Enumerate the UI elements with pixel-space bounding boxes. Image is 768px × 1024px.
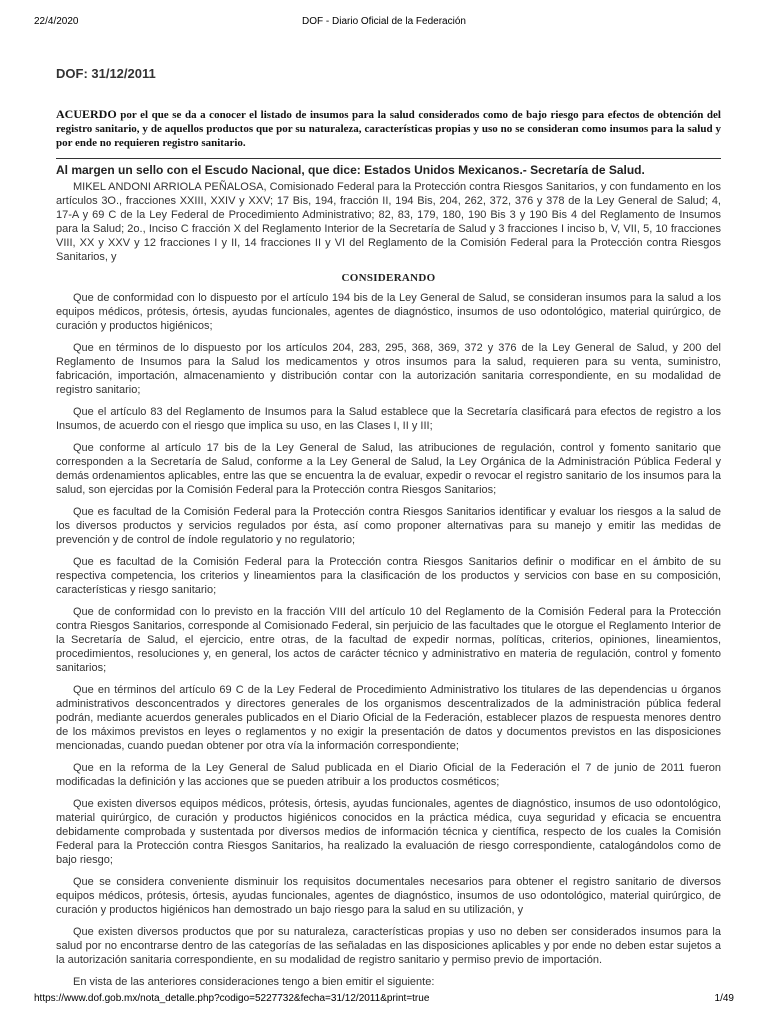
- margin-note: Al margen un sello con el Escudo Nacional, que dice: Estados Unidos Mexicanos.- Secretaría de Salud.: [56, 163, 645, 177]
- acuerdo-text: por el que se da a conocer el listado de insumos para la salud considerados como de bajo riesgo para efectos de obtención del registro sanitario, y de aquellos productos que por su naturaleza, características propias y uso no se consideran como insumos para la salud y por ende no requieren registro sanitario.: [56, 109, 721, 149]
- print-footer: [34, 993, 734, 1007]
- print-date: 22/4/2020: [34, 16, 79, 27]
- print-url: https://www.dof.gob.mx/nota_detalle.php?codigo=5227732&fecha=31/12/2011&print=true: [34, 993, 430, 1004]
- acuerdo-lead: ACUERDO: [56, 107, 117, 121]
- considerando-paragraph: Que en la reforma de la Ley General de Salud publicada en el Diario Oficial de la Federación el 7 de junio de 2011 fueron modificadas la definición y las acciones que se pueden atribuir a los productos cosméticos;: [56, 762, 721, 788]
- considerando-paragraph: Que en términos del artículo 69 C de la Ley Federal de Procedimiento Administrativo los titulares de las dependencias u órganos administrativos desconcentrados y directores generales de los organismos descentralizados de la administración pública federal podrán, mediante acuerdos generales publicados en el Diario Oficial de la Federación, establecer plazos de respuesta menores dentro de los máximos previstos en leyes o reglamentos y no exigir la presentación de datos y documentos previstos en las disposiciones mencionadas, cuando puedan obtener por otra vía la información correspondiente;: [56, 684, 721, 752]
- considerando-paragraph: Que existen diversos equipos médicos, prótesis, órtesis, ayudas funcionales, agentes de diagnóstico, insumos de uso odontológico, material quirúrgico, de curación y productos higiénicos conocidos en la práctica médica, cuya seguridad y eficacia se encuentra debidamente comprobada y sustentada por diversos medios de información técnica y científica, respecto de los cuales la Comisión Federal para la Protección contra Riesgos Sanitarios, ha realizado la evaluación de riesgo correspondiente, catalogándolos como de bajo riesgo;: [56, 798, 721, 866]
- considerando-heading: CONSIDERANDO: [341, 272, 436, 284]
- dof-date: DOF: 31/12/2011: [56, 66, 156, 81]
- title-divider: [56, 158, 721, 159]
- acuerdo-title: [56, 107, 721, 150]
- considerando-paragraph: Que en términos de lo dispuesto por los artículos 204, 283, 295, 368, 369, 372 y 376 de la Ley General de Salud, y 200 del Reglamento de Insumos para la Salud los medicamentos y otros insumos para la salud, requieren para su venta, suministro, fabricación, importación, almacenamiento y distribución contar con la autorización sanitaria correspondiente, en su modalidad de registro sanitario;: [56, 342, 721, 396]
- considerando-paragraph: Que el artículo 83 del Reglamento de Insumos para la Salud establece que la Secretaría clasificará para efectos de registro a los Insumos, de acuerdo con el riesgo que implica su uso, en las Clases I, II y III;: [56, 406, 721, 432]
- considerando-paragraph: Que es facultad de la Comisión Federal para la Protección contra Riesgos Sanitarios identificar y evaluar los riesgos a la salud de los diversos productos y servicios regulados por ésta, así como proponer alternativas para su manejo y emitir las medidas de prevención y de control de índole regulatorio y no regulatorio;: [56, 506, 721, 546]
- considerando-paragraph: Que de conformidad con lo previsto en la fracción VIII del artículo 10 del Reglamento de la Comisión Federal para la Protección contra Riesgos Sanitarios, corresponde al Comisionado Federal, sin perjuicio de las facultades que le otorgue el Reglamento Interior de la Secretaría de Salud, el ejercicio, entre otras, de la facultad de expedir normas, políticas, criterios, opiniones, lineamientos, procedimientos, resoluciones y, en general, los actos de carácter técnico y administrativo en materia de regulación, control y fomento sanitarios;: [56, 606, 721, 674]
- considerando-paragraph: Que se considera conveniente disminuir los requisitos documentales necesarios para obtener el registro sanitario de diversos equipos médicos, prótesis, órtesis, ayudas funcionales, agentes de diagnóstico, insumos de uso odontológico, material quirúrgico, de curación y productos higiénicos han demostrado un bajo riesgo para la salud en su utilización, y: [56, 876, 721, 916]
- considerando-paragraph: Que de conformidad con lo dispuesto por el artículo 194 bis de la Ley General de Salud, se consideran insumos para la salud a los equipos médicos, prótesis, órtesis, ayudas funcionales, agentes de diagnóstico, insumos de uso odontológico, material quirúrgico, de curación y productos higiénicos;: [56, 292, 721, 332]
- intro-paragraph: MIKEL ANDONI ARRIOLA PEÑALOSA, Comisionado Federal para la Protección contra Riesgos Sanitarios, y con fundamento en los artículos 3O., fracciones XXIII, XXIV y XXV; 17 Bis, 194, fracción II, 194 Bis, 204, 262, 372, 376 y 378 de la Ley General de Salud; 4, 17-A y 69 C de la Ley Federal de Procedimiento Administrativo; 82, 83, 179, 180, 190 Bis 3 y 190 Bis 4 del Reglamento de Insumos para la Salud; 2o., Inciso C fracción X del Reglamento Interior de la Secretaría de Salud y 3 fracciones I inciso b, V, VII, 5, 10 fracciones VIII, XX y XXV y 12 fracciones I y II, 14 fracciones II y VI del Reglamento de la Comisión Federal para la Protección contra Riesgos Sanitarios, y: [56, 181, 721, 263]
- considerando-paragraph: Que conforme al artículo 17 bis de la Ley General de Salud, las atribuciones de regulación, control y fomento sanitario que corresponden a la Secretaría de Salud, conforme a la Ley General de Salud, la Ley Orgánica de la Administración Pública Federal y demás ordenamientos aplicables, entre las que se encuentra la de evaluar, expedir o revocar el registro sanitario de los insumos para la salud, son ejercidas por la Comisión Federal para la Protección contra Riesgos Sanitarios;: [56, 442, 721, 496]
- print-header: [34, 16, 734, 30]
- closing-paragraph: En vista de las anteriores consideraciones tengo a bien emitir el siguiente:: [73, 976, 435, 988]
- document-body: [56, 66, 721, 997]
- considerando-paragraph: Que existen diversos productos que por su naturaleza, características propias y uso no deben ser considerados insumos para la salud por no encontrarse dentro de las categorías de las señaladas en las disposiciones aplicables y por ende no deben estar sujetos a la autorización sanitaria correspondiente, en su modalidad de registro sanitario y permiso previo de importación.: [56, 926, 721, 966]
- page-number: 1/49: [714, 993, 734, 1004]
- considerando-paragraph: Que es facultad de la Comisión Federal para la Protección contra Riesgos Sanitarios definir o modificar en el ámbito de su respectiva competencia, los criterios y lineamientos para la clasificación de los productos y servicios con base en su composición, características y riesgo sanitario;: [56, 556, 721, 596]
- print-page-title: DOF - Diario Oficial de la Federación: [302, 16, 466, 27]
